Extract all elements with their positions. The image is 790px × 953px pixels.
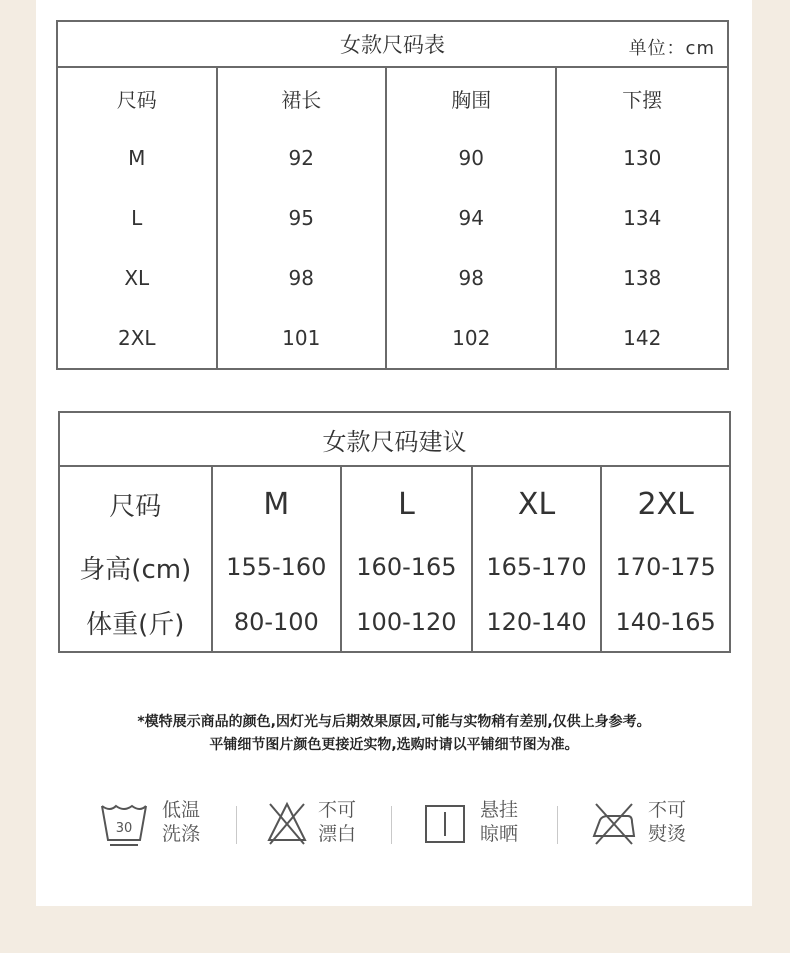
table-cell: 92	[217, 128, 386, 188]
recommend-size: L	[341, 466, 472, 541]
recommend-height: 165-170	[472, 541, 602, 593]
care-hang-dry	[424, 796, 554, 852]
hang-dry-icon	[424, 800, 466, 844]
size-chart-card	[36, 0, 752, 906]
table-cell: 142	[556, 308, 728, 369]
color-note-line2: 平铺细节图片颜色更接近实物,选购时请以平铺细节图为准。	[209, 737, 579, 753]
table-cell: 95	[217, 188, 386, 248]
table-cell: M	[57, 128, 217, 188]
recommend-weight-label: 体重(斤)	[59, 593, 212, 652]
care-label-line1: 悬挂	[480, 799, 519, 821]
table-row	[57, 248, 728, 308]
recommend-size: 2XL	[601, 466, 730, 541]
size-table-unit: 单位：cm	[628, 38, 715, 59]
care-divider	[236, 806, 237, 844]
table-cell: 2XL	[57, 308, 217, 369]
table-cell: 98	[217, 248, 386, 308]
table-cell: XL	[57, 248, 217, 308]
recommend-weight: 120-140	[472, 593, 602, 652]
table-cell: 102	[386, 308, 556, 369]
care-label-line2: 熨烫	[648, 823, 687, 845]
header-bust: 胸围	[386, 67, 556, 128]
table-cell: L	[57, 188, 217, 248]
care-divider	[391, 806, 392, 844]
header-size: 尺码	[57, 67, 217, 128]
care-label-line2: 洗涤	[162, 823, 201, 845]
care-label	[318, 798, 356, 846]
header-skirt-length: 裙长	[217, 67, 386, 128]
recommend-table-title: 女款尺码建议	[59, 412, 730, 466]
size-table-title: 女款尺码表	[340, 33, 445, 57]
recommend-height: 170-175	[601, 541, 730, 593]
care-no-iron	[590, 796, 720, 852]
table-cell: 98	[386, 248, 556, 308]
no-bleach-icon	[266, 800, 308, 846]
color-note-line1: *模特展示商品的颜色,因灯光与后期效果原因,可能与实物稍有差别,仅供上身参考。	[137, 714, 651, 730]
care-no-bleach	[266, 796, 396, 852]
care-label-line1: 不可	[318, 799, 357, 821]
table-cell: 134	[556, 188, 728, 248]
care-label-line1: 低温	[162, 799, 201, 821]
care-label-line2: 漂白	[318, 823, 357, 845]
table-cell: 130	[556, 128, 728, 188]
recommend-weight: 140-165	[601, 593, 730, 652]
size-table-title-cell	[57, 21, 728, 67]
table-row	[57, 188, 728, 248]
table-cell: 90	[386, 128, 556, 188]
wash-30-icon	[100, 800, 150, 846]
recommend-size: M	[212, 466, 342, 541]
table-cell: 138	[556, 248, 728, 308]
recommend-height-row	[59, 541, 730, 593]
care-label	[162, 798, 200, 846]
wash-temp-badge: 30	[115, 821, 133, 836]
care-low-temp-wash	[100, 796, 230, 852]
table-cell: 101	[217, 308, 386, 369]
recommend-height: 155-160	[212, 541, 342, 593]
size-table-header-row	[57, 67, 728, 128]
care-label	[648, 798, 686, 846]
table-cell: 94	[386, 188, 556, 248]
recommend-size-label: 尺码	[59, 466, 212, 541]
care-label-line2: 晾晒	[480, 823, 519, 845]
header-hem: 下摆	[556, 67, 728, 128]
care-label	[480, 798, 518, 846]
care-label-line1: 不可	[648, 799, 687, 821]
size-recommend-table	[58, 411, 731, 653]
no-iron-icon	[590, 800, 638, 846]
recommend-weight: 100-120	[341, 593, 472, 652]
recommend-height-label: 身高(cm)	[59, 541, 212, 593]
recommend-height: 160-165	[341, 541, 472, 593]
table-row	[57, 308, 728, 369]
recommend-weight: 80-100	[212, 593, 342, 652]
size-table	[56, 20, 729, 370]
care-divider	[557, 806, 558, 844]
table-row	[57, 128, 728, 188]
recommend-size-row	[59, 466, 730, 541]
recommend-weight-row	[59, 593, 730, 652]
recommend-size: XL	[472, 466, 602, 541]
